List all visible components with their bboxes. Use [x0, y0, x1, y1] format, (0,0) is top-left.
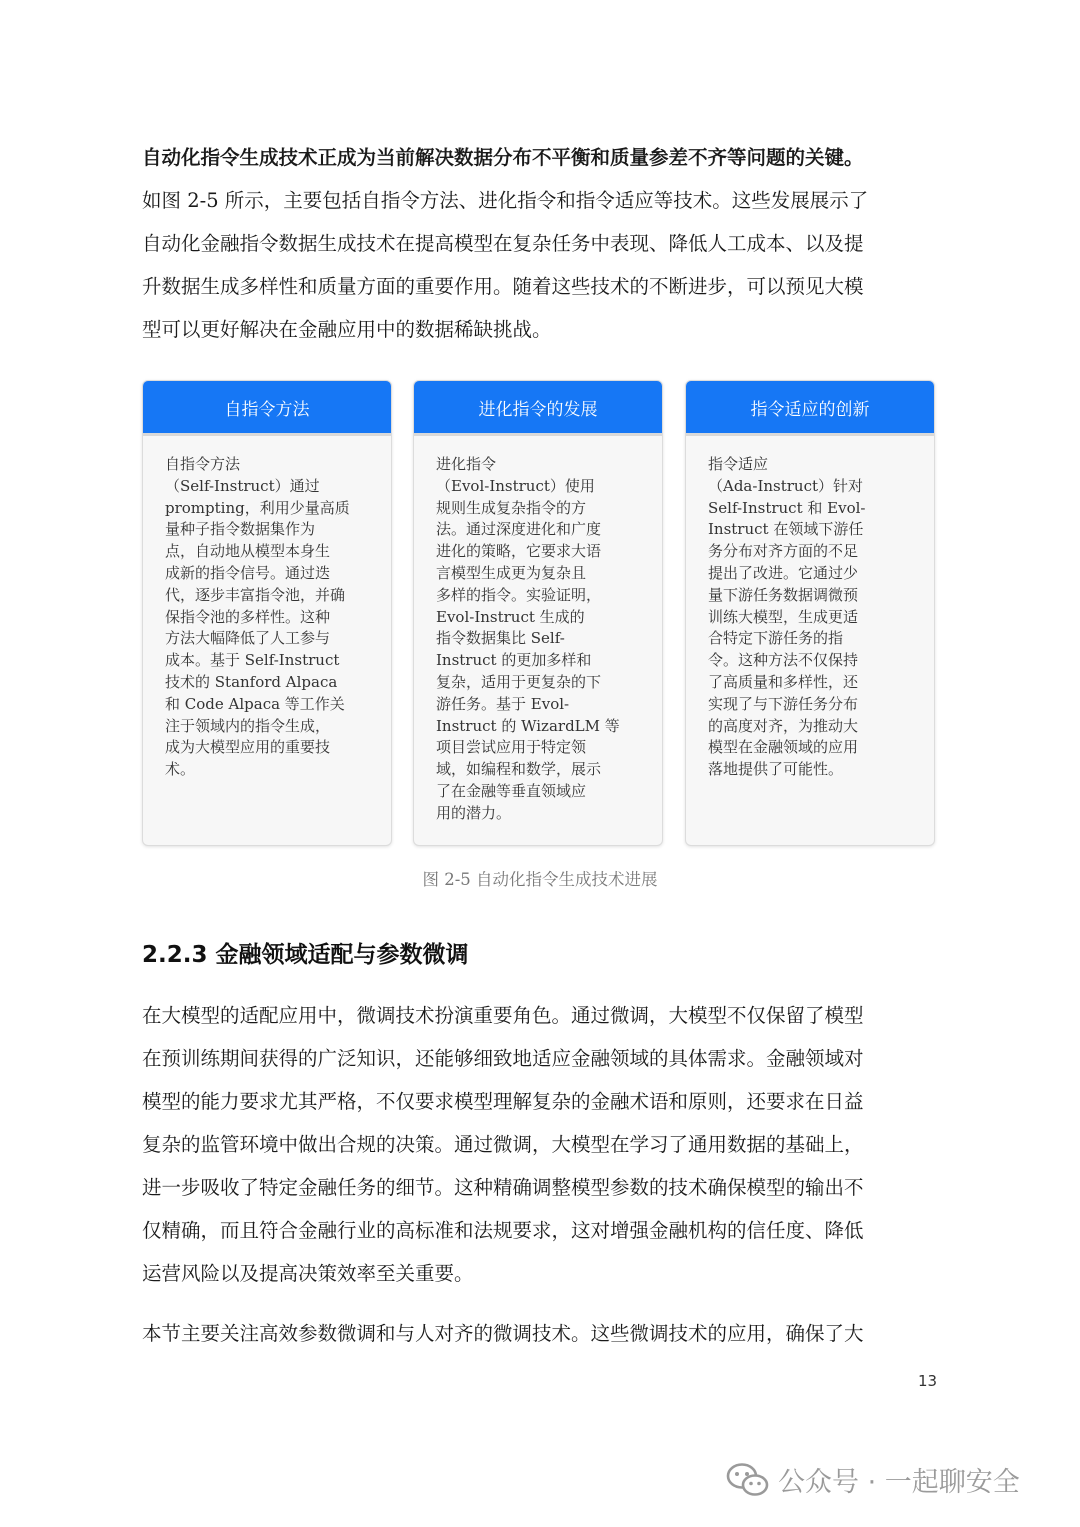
card-line: （Ada-Instruct）针对: [708, 476, 864, 495]
card-line: 指令数据集比 Self-: [436, 629, 565, 648]
card-line: 了在金融等垂直领域应: [436, 781, 587, 800]
wechat-icon: [726, 1462, 770, 1498]
card-line: prompting，利用少量高质: [165, 498, 350, 517]
card-line: 自指令方法: [165, 455, 241, 473]
card-line: 保指令池的多样性。这种: [165, 607, 331, 626]
card-line: 成新的指令信号。通过迭: [165, 563, 331, 582]
card-line: 的高度对齐，为推动大: [708, 716, 859, 735]
card-line: 和 Code Alpaca 等工作关: [165, 694, 345, 713]
card-line: 法。通过深度进化和广度: [436, 520, 602, 539]
body-line: 模型的能力要求尤其严格，不仅要求模型理解复杂的金融术语和原则，还要求在日益: [142, 1090, 864, 1113]
card-line: 指令适应: [708, 455, 769, 473]
card-body: [414, 436, 662, 825]
page-number: 13: [918, 1372, 938, 1390]
card-body: [143, 436, 391, 781]
card-line: （Self-Instruct）通过: [165, 476, 320, 495]
card-line: 点，自动地从模型本身生: [165, 542, 331, 561]
card-line: 多样的指令。实验证明，: [436, 585, 602, 604]
card-line: 术。: [165, 760, 196, 779]
card-line: 域，如编程和数学，展示: [436, 760, 602, 779]
card-line: 代，逐步丰富指令池，并确: [165, 585, 346, 604]
intro-line: 自动化指令生成技术正成为当前解决数据分布不平衡和质量参差不齐等问题的关键。: [142, 146, 864, 169]
figure-card-self-instruct: [142, 380, 392, 846]
card-line: 言模型生成更为复杂且: [436, 563, 587, 582]
card-line: 规则生成复杂指令的方: [436, 498, 587, 517]
card-line: 落地提供了可能性。: [708, 760, 844, 779]
body-line: 在预训练期间获得的广泛知识，还能够细致地适应金融领域的具体需求。金融领域对: [142, 1047, 864, 1070]
card-line: 量下游任务数据调微预: [708, 585, 859, 604]
intro-line: 型可以更好解决在金融应用中的数据稀缺挑战。: [142, 318, 552, 341]
card-line: 成为大模型应用的重要技: [165, 738, 331, 757]
card-line: 游任务。基于 Evol-: [436, 694, 570, 713]
body-paragraph-2: [142, 1312, 942, 1355]
card-line: Evol-Instruct 生成的: [436, 607, 585, 626]
figure-caption: 图 2-5 自动化指令生成技术进展: [422, 870, 658, 889]
card-line: 技术的 Stanford Alpaca: [165, 672, 338, 691]
card-line: 令。这种方法不仅保持: [708, 651, 859, 670]
intro-line: 升数据生成多样性和质量方面的重要作用。随着这些技术的不断进步，可以预见大模: [142, 275, 864, 298]
card-line: 注于领域内的指令生成，: [165, 716, 331, 735]
card-line: Instruct 的 WizardLM 等: [436, 716, 620, 735]
intro-line: 如图 2-5 所示，主要包括自指令方法、进化指令和指令适应等技术。这些发展展示了: [142, 189, 869, 212]
watermark-text: 公众号 · 一起聊安全: [778, 1467, 1020, 1498]
intro-paragraph: [142, 136, 942, 351]
card-line: Self-Instruct 和 Evol-: [708, 498, 866, 517]
card-line: Instruct 在领域下游任: [708, 520, 864, 539]
card-title: 自指令方法: [143, 381, 391, 436]
card-line: 了高质量和多样性，还: [708, 672, 859, 691]
card-body: [686, 436, 934, 781]
card-line: 实现了与下游任务分布: [708, 694, 859, 713]
figure-card-ada-instruct: [685, 380, 935, 846]
figure-card-evol-instruct: [413, 380, 663, 846]
intro-line: 自动化金融指令数据生成技术在提高模型在复杂任务中表现、降低人工成本、以及提: [142, 232, 864, 255]
card-line: 复杂，适用于更复杂的下: [436, 672, 602, 691]
card-line: 进化指令: [436, 455, 497, 473]
card-line: 务分布对齐方面的不足: [708, 542, 859, 561]
section-heading: 2.2.3 金融领域适配与参数微调: [142, 942, 469, 968]
card-line: Instruct 的更加多样和: [436, 651, 592, 670]
card-line: 项目尝试应用于特定领: [436, 738, 587, 757]
card-line: 提出了改进。它通过少: [708, 563, 859, 582]
card-line: 合特定下游任务的指: [708, 629, 844, 648]
body-paragraph-1: [142, 994, 942, 1295]
card-line: （Evol-Instruct）使用: [436, 476, 595, 495]
body-line: 仅精确，而且符合金融行业的高标准和法规要求，这对增强金融机构的信任度、降低: [142, 1219, 864, 1242]
watermark: [726, 1460, 1020, 1499]
card-line: 方法大幅降低了人工参与: [165, 629, 331, 648]
card-title: 指令适应的创新: [686, 381, 934, 436]
body-line: 进一步吸收了特定金融任务的细节。这种精确调整模型参数的技术确保模型的输出不: [142, 1176, 864, 1199]
body-line: 复杂的监管环境中做出合规的决策。通过微调，大模型在学习了通用数据的基础上，: [142, 1133, 864, 1156]
card-line: 进化的策略，它要求大语: [436, 542, 602, 561]
body-line: 运营风险以及提高决策效率至关重要。: [142, 1262, 474, 1285]
card-line: 量种子指令数据集作为: [165, 520, 316, 539]
card-line: 模型在金融领域的应用: [708, 738, 859, 757]
card-title: 进化指令的发展: [414, 381, 662, 436]
card-line: 成本。基于 Self-Instruct: [165, 651, 340, 670]
body-line: 在大模型的适配应用中，微调技术扮演重要角色。通过微调，大模型不仅保留了模型: [142, 1004, 864, 1027]
body-line: 本节主要关注高效参数微调和与人对齐的微调技术。这些微调技术的应用，确保了大: [142, 1322, 864, 1345]
card-line: 训练大模型，生成更适: [708, 607, 859, 626]
card-line: 用的潜力。: [436, 803, 512, 822]
